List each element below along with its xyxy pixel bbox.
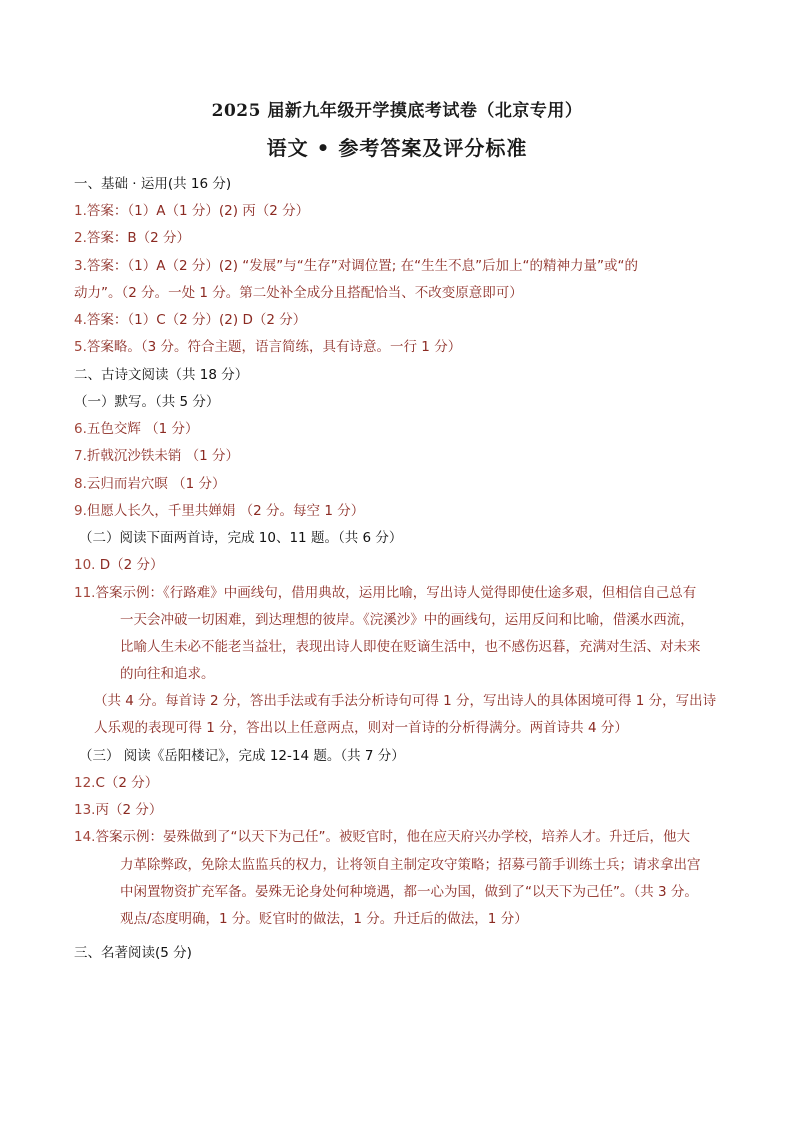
answer-continuation: 中闲置物资扩充军备。晏殊无论身处何种境遇，都一心为国，做到了“以天下为己任”。（共 3 分。 xyxy=(120,884,698,900)
answer-line xyxy=(74,801,162,819)
answer-line xyxy=(74,447,239,465)
answer-line xyxy=(74,556,164,574)
section-heading: 三、名著阅读(5 分) xyxy=(74,945,192,961)
question-number: 4. xyxy=(74,312,87,328)
answer-line xyxy=(74,257,638,275)
question-number: 11. xyxy=(74,585,96,601)
answer-text: 答案：B（2 分） xyxy=(86,230,191,246)
question-number: 13. xyxy=(74,802,96,818)
question-number: 1. xyxy=(74,203,87,219)
answer-line xyxy=(74,828,690,846)
question-number: 10. xyxy=(74,557,96,573)
document-title: 2025 届新九年级开学摸底考试卷（北京专用） xyxy=(211,101,583,121)
question-number: 3. xyxy=(74,258,87,274)
question-number: 9. xyxy=(74,503,87,519)
answer-text: 但愿人长久，千里共婵娟 （2 分。每空 1 分） xyxy=(86,503,365,519)
answer-line xyxy=(74,584,696,602)
answer-text: 云归而岩穴暝 （1 分） xyxy=(86,476,226,492)
question-number: 8. xyxy=(74,476,87,492)
answer-text: 答案示例：晏殊做到了“以天下为己任”。被贬官时，他在应天府兴办学校，培养人才。升迁后，他大 xyxy=(95,829,690,845)
subsection-heading: （二）阅读下面两首诗，完成 10、11 题。（共 6 分） xyxy=(79,530,403,546)
answer-line xyxy=(74,420,199,438)
question-number: 6. xyxy=(74,421,87,437)
scoring-note: 人乐观的表现可得 1 分，答出以上任意两点，则对一首诗的分析得满分。两首诗共 4 分） xyxy=(94,720,628,736)
question-number: 7. xyxy=(74,448,87,464)
answer-line xyxy=(74,774,158,792)
answer-text: C（2 分） xyxy=(95,775,159,791)
answer-text: 丙（2 分） xyxy=(95,802,163,818)
answer-line xyxy=(74,311,306,329)
answer-continuation: 一天会冲破一切困难，到达理想的彼岸。《浣溪沙》中的画线句，运用反问和比喻，借溪水西流， xyxy=(120,612,694,628)
question-number: 14. xyxy=(74,829,96,845)
section-heading: 二、古诗文阅读（共 18 分） xyxy=(74,367,249,383)
answer-line xyxy=(74,202,309,220)
answer-text: 折戟沉沙铁未销 （1 分） xyxy=(86,448,240,464)
scoring-note: （共 4 分。每首诗 2 分，答出手法或有手法分析诗句可得 1 分，写出诗人的具体困境可得 1 分，写出诗 xyxy=(94,693,717,709)
section-heading: 一、基础 · 运用(共 16 分) xyxy=(74,176,232,192)
answer-text: 答案示例：《行路难》中画线句，借用典故，运用比喻，写出诗人觉得即使仕途多艰，但相信自己总有 xyxy=(95,585,697,601)
answer-line xyxy=(74,338,461,356)
answer-continuation: 力革除弊政，免除太监监兵的权力，让将领自主制定攻守策略；招募弓箭手训练士兵；请求拿出宫 xyxy=(120,857,701,873)
question-number: 2. xyxy=(74,230,87,246)
subsection-heading: （三） 阅读《岳阳楼记》，完成 12-14 题。（共 7 分） xyxy=(79,748,405,764)
answer-text: 答案：（1）A（2 分）(2) “发展”与“生存”对调位置; 在“生生不息”后加上“的精神力量”或“的 xyxy=(86,258,639,274)
question-number: 5. xyxy=(74,339,87,355)
question-number: 12. xyxy=(74,775,96,791)
subsection-heading: （一）默写。（共 5 分） xyxy=(74,394,220,410)
answer-continuation: 比喻人生未必不能老当益壮，表现出诗人即使在贬谪生活中，也不感伤迟暮，充满对生活、对未来 xyxy=(120,639,701,655)
answer-line xyxy=(74,229,190,247)
answer-text: D（2 分） xyxy=(99,557,164,573)
document-subtitle: 语文 • 参考答案及评分标准 xyxy=(266,136,528,160)
answer-text: 五色交辉 （1 分） xyxy=(86,421,199,437)
answer-text: 答案略。（3 分。符合主题，语言简练，具有诗意。一行 1 分） xyxy=(86,339,462,355)
answer-continuation: 的向往和追求。 xyxy=(120,666,215,682)
answer-continuation: 动力”。（2 分。一处 1 分。第二处补全成分且搭配恰当、不改变原意即可） xyxy=(74,285,523,301)
answer-line xyxy=(74,502,364,520)
answer-line xyxy=(74,475,226,493)
answer-text: 答案：（1）C（2 分）(2) D（2 分） xyxy=(86,312,307,328)
answer-text: 答案：（1）A（1 分）(2) 丙（2 分） xyxy=(86,203,310,219)
answer-continuation: 观点/态度明确，1 分。贬官时的做法，1 分。升迁后的做法，1 分） xyxy=(120,911,528,927)
